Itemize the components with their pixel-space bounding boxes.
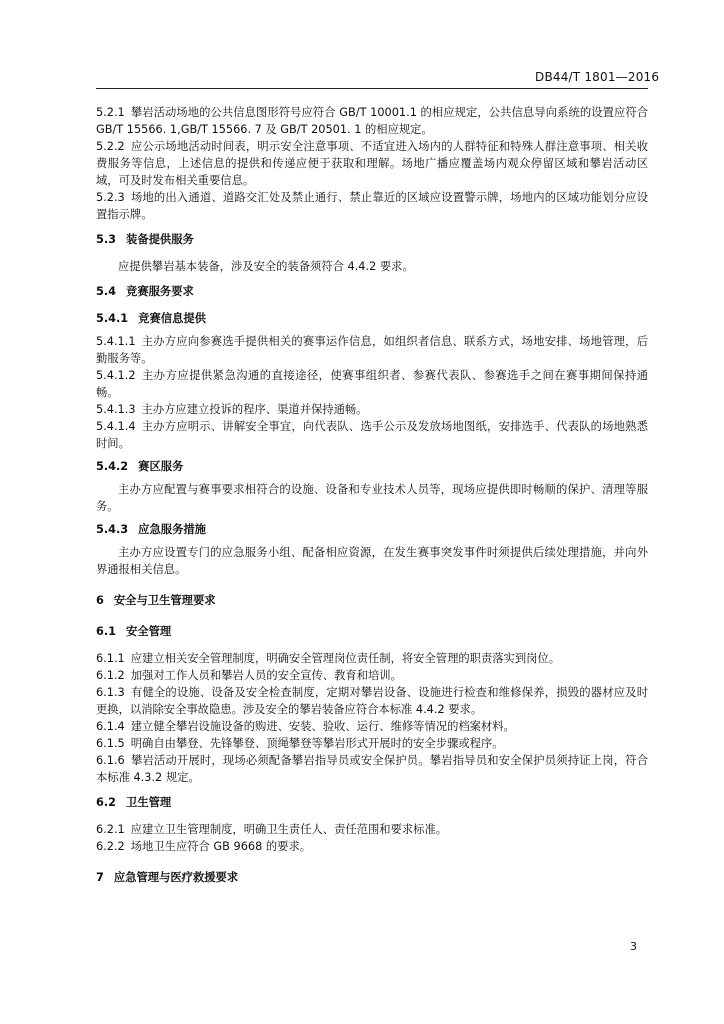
clause-text: 攀岩活动场地的公共信息图形符号应符合 GB/T 10001.1 的相应规定，公共信息导向系统的设置应符合 GB/T 15566. 1,GB/T 15566. 7 及 GB/T 20501. 1 的相应规定。 bbox=[96, 106, 648, 136]
standard-code: DB44/T 1801—2016 bbox=[535, 70, 660, 84]
clause-text: 明确自由攀登、先锋攀登、顶绳攀登等攀岩形式开展时的安全步骤或程序。 bbox=[130, 737, 504, 750]
clause-paragraph bbox=[96, 684, 648, 718]
clause-number: 6.2.2 bbox=[96, 840, 125, 853]
clause-paragraph bbox=[96, 333, 648, 367]
clause-number: 5.4.1.3 bbox=[96, 403, 136, 416]
clause-paragraph bbox=[96, 189, 648, 223]
section-heading bbox=[96, 310, 648, 327]
clause-paragraph bbox=[96, 667, 648, 684]
clause-number: 5.4.1.2 bbox=[96, 369, 136, 382]
section-heading bbox=[96, 869, 648, 886]
clause-number: 6.1.1 bbox=[96, 652, 125, 665]
clause-number: 5.2.3 bbox=[96, 191, 125, 204]
heading-number: 6 bbox=[96, 594, 104, 607]
clause-number: 6.1.3 bbox=[96, 686, 125, 699]
clause-text: 应建立相关安全管理制度，明确安全管理岗位责任制，将安全管理的职责落实到岗位。 bbox=[130, 652, 561, 665]
section-heading bbox=[96, 458, 648, 475]
page-number: 3 bbox=[630, 940, 637, 953]
heading-text: 安全与卫生管理要求 bbox=[113, 594, 216, 607]
heading-text: 装备提供服务 bbox=[126, 233, 194, 246]
clause-paragraph bbox=[96, 367, 648, 401]
heading-number: 6.2 bbox=[96, 796, 117, 809]
section-heading bbox=[96, 592, 648, 609]
heading-number: 5.4 bbox=[96, 285, 117, 298]
clause-text: 主办方应提供紧急沟通的直接途径，使赛事组织者、参赛代表队、参赛选手之间在赛事期间保持通畅。 bbox=[96, 369, 648, 399]
clause-paragraph bbox=[96, 650, 648, 667]
clause-paragraph bbox=[96, 752, 648, 786]
heading-text: 赛区服务 bbox=[138, 460, 184, 473]
clause-text: 应公示场地活动时间表，明示安全注意事项、不适宜进入场内的人群特征和特殊人群注意事项、相关收费服务等信息，上述信息的提供和传递应便于获取和理解。场地广播应覆盖场内观众停留区域和攀岩活动区域，可及时发布相关重要信息。 bbox=[96, 140, 648, 187]
heading-number: 5.3 bbox=[96, 233, 117, 246]
clause-number: 6.1.6 bbox=[96, 754, 125, 767]
clause-number: 5.4.1.4 bbox=[96, 420, 136, 433]
clause-paragraph bbox=[96, 418, 648, 452]
section-heading bbox=[96, 521, 648, 538]
section-heading bbox=[96, 623, 648, 640]
clause-text: 主办方应建立投诉的程序、渠道并保持通畅。 bbox=[141, 403, 368, 416]
clause-paragraph bbox=[96, 735, 648, 752]
clause-paragraph bbox=[96, 138, 648, 189]
clause-number: 5.4.1.1 bbox=[96, 335, 136, 348]
clause-text: 攀岩活动开展时，现场必须配备攀岩指导员或安全保护员。攀岩指导员和安全保护员须持证上岗，符合本标准 4.3.2 规定。 bbox=[96, 754, 648, 784]
clause-paragraph bbox=[96, 718, 648, 735]
clause-text: 场地卫生应符合 GB 9668 的要求。 bbox=[130, 840, 312, 853]
heading-text: 应急管理与医疗救援要求 bbox=[113, 871, 239, 884]
heading-text: 安全管理 bbox=[126, 625, 172, 638]
section-heading bbox=[96, 794, 648, 811]
heading-number: 7 bbox=[96, 871, 104, 884]
heading-number: 5.4.1 bbox=[96, 312, 129, 325]
heading-number: 5.4.3 bbox=[96, 523, 129, 536]
clause-text: 建立健全攀岩设施设备的购进、安装、验收、运行、维修等情况的档案材料。 bbox=[130, 720, 515, 733]
clause-paragraph bbox=[96, 838, 648, 855]
heading-text: 竞赛服务要求 bbox=[126, 285, 194, 298]
section-heading bbox=[96, 231, 648, 248]
heading-number: 6.1 bbox=[96, 625, 117, 638]
section-heading bbox=[96, 283, 648, 300]
clause-number: 5.2.1 bbox=[96, 106, 125, 119]
heading-text: 卫生管理 bbox=[126, 796, 172, 809]
heading-text: 竞赛信息提供 bbox=[138, 312, 206, 325]
clause-number: 6.1.5 bbox=[96, 737, 125, 750]
clause-text: 加强对工作人员和攀岩人员的安全宣传、教育和培训。 bbox=[130, 669, 402, 682]
clause-number: 6.1.4 bbox=[96, 720, 125, 733]
clause-number: 6.1.2 bbox=[96, 669, 125, 682]
body-paragraph: 主办方应配置与赛事要求相符合的设施、设备和专业技术人员等，现场应提供即时畅顺的保护、清理等服务。 bbox=[96, 483, 648, 513]
heading-text: 应急服务措施 bbox=[138, 523, 206, 536]
clause-text: 有健全的设施、设备及安全检查制度，定期对攀岩设备、设施进行检查和维修保养，损毁的器材应及时更换，以消除安全事故隐患。涉及安全的攀岩装备应符合本标准 4.4.2 要求。 bbox=[96, 686, 648, 716]
body-paragraph: 主办方应设置专门的应急服务小组、配备相应资源，在发生赛事突发事件时须提供后续处理措施，并向外界通报相关信息。 bbox=[96, 546, 648, 576]
header-rule bbox=[96, 88, 648, 89]
clause-text: 场地的出入通道、道路交汇处及禁止通行、禁止靠近的区域应设置警示牌，场地内的区域功能划分应设置指示牌。 bbox=[96, 191, 648, 221]
clause-number: 6.2.1 bbox=[96, 823, 125, 836]
clause-paragraph bbox=[96, 401, 648, 418]
clause-text: 应建立卫生管理制度，明确卫生责任人、责任范围和要求标准。 bbox=[130, 823, 448, 836]
clause-paragraph bbox=[96, 104, 648, 138]
clause-text: 主办方应向参赛选手提供相关的赛事运作信息，如组织者信息、联系方式，场地安排、场地管理，后勤服务等。 bbox=[96, 335, 648, 365]
document-body bbox=[96, 104, 648, 900]
body-paragraph: 应提供攀岩基本装备，涉及安全的装备须符合 4.4.2 要求。 bbox=[118, 260, 414, 273]
clause-text: 主办方应明示、讲解安全事宜，向代表队、选手公示及发放场地图纸，安排选手、代表队的场地熟悉时间。 bbox=[96, 420, 648, 450]
clause-number: 5.2.2 bbox=[96, 140, 125, 153]
heading-number: 5.4.2 bbox=[96, 460, 129, 473]
clause-paragraph bbox=[96, 821, 648, 838]
